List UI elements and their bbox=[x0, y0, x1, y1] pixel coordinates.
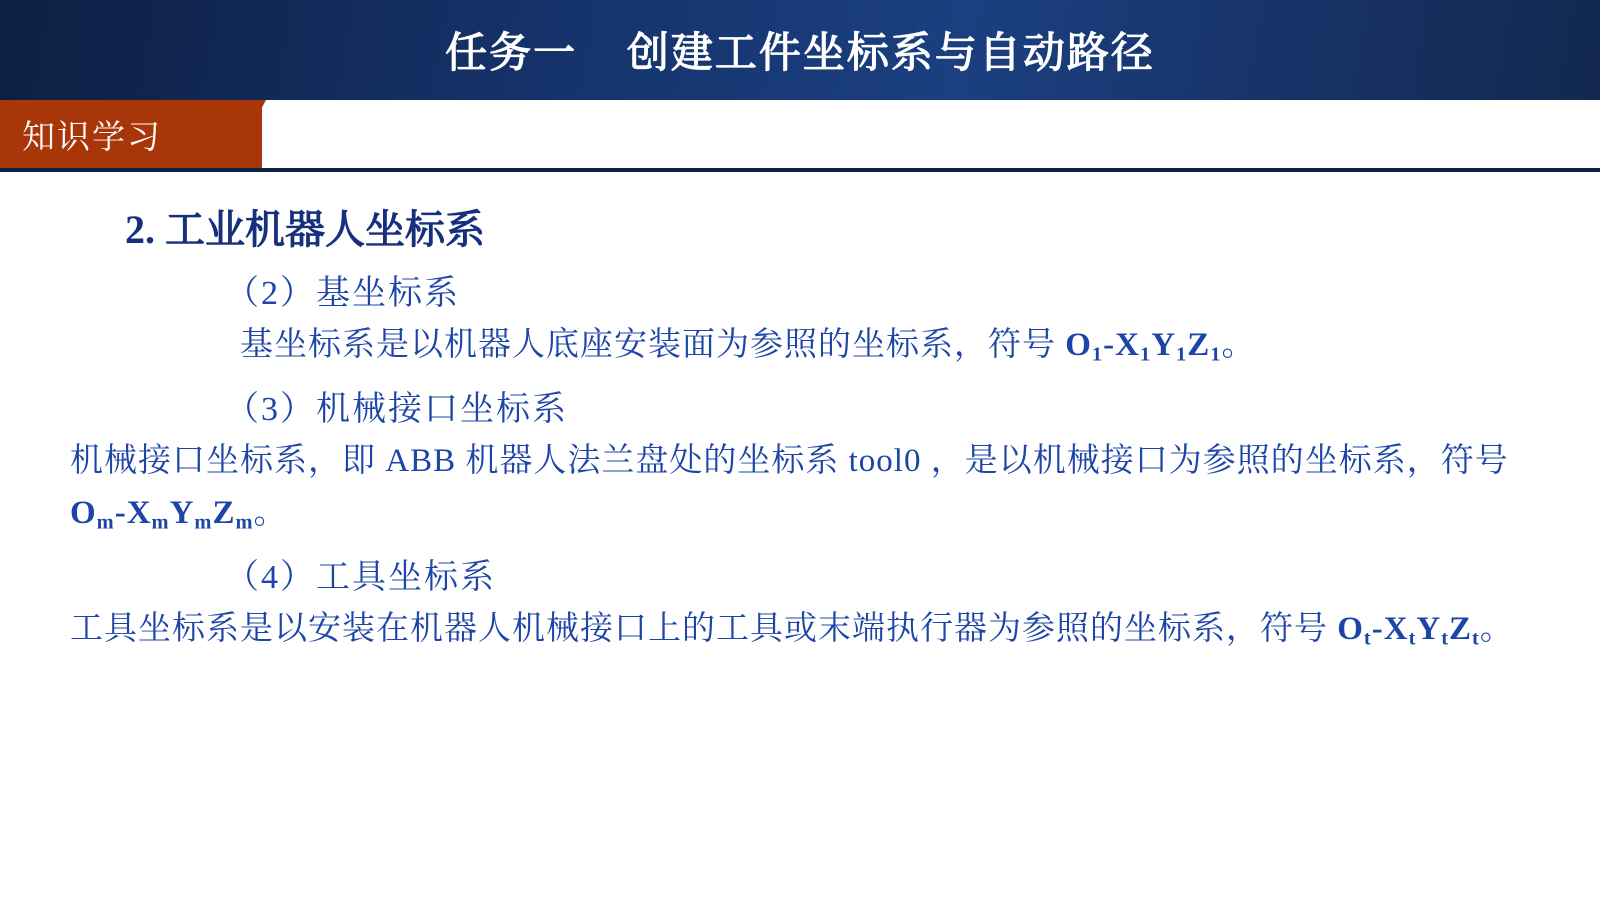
body-text-2-prefix: 基坐标系是以机器人底座安装面为参照的坐标系，符号 bbox=[240, 327, 1066, 363]
subsection-title-3: （3）机械接口坐标系 bbox=[225, 391, 568, 429]
section-heading: 2. 工业机器人坐标系 bbox=[125, 207, 485, 252]
symbol-tool-frame: $O_t-X_tY_tZ_t$ bbox=[1337, 610, 1480, 650]
symbol-base-frame: $O_1-X_1Y_1Z_1$ bbox=[1065, 327, 1222, 366]
section-tab bbox=[0, 100, 262, 168]
symbol-mechanical-interface-frame: $O_m-X_mY_mZ_m$ bbox=[70, 494, 254, 534]
band-white-area bbox=[230, 100, 1600, 168]
subsection-title-2: （2）基坐标系 bbox=[225, 275, 460, 312]
body-text-3-suffix: 。 bbox=[253, 494, 288, 531]
section-band bbox=[0, 100, 1600, 168]
subsection-body-3 bbox=[70, 436, 1530, 539]
section-tab-label: 知识学习 bbox=[22, 116, 162, 156]
body-text-3-prefix: 机械接口坐标系，即 ABB 机器人法兰盘处的坐标系 tool0 ，是以机械接口为参照的坐标系，符号 bbox=[70, 443, 1509, 480]
subsection-body-2 bbox=[70, 320, 1530, 371]
page-title: 任务一 创建工件坐标系与自动路径 bbox=[445, 28, 1155, 77]
subsection-body-4 bbox=[70, 604, 1530, 655]
slide-content bbox=[0, 172, 1600, 900]
body-text-4-prefix: 工具坐标系是以安装在机器人机械接口上的工具或末端执行器为参照的坐标系，符号 bbox=[70, 610, 1338, 647]
title-bar bbox=[0, 0, 1600, 100]
body-text-4-suffix: 。 bbox=[1479, 610, 1514, 647]
body-text-2-suffix: 。 bbox=[1221, 327, 1256, 363]
subsection-title-4: （4）工具坐标系 bbox=[225, 558, 496, 596]
